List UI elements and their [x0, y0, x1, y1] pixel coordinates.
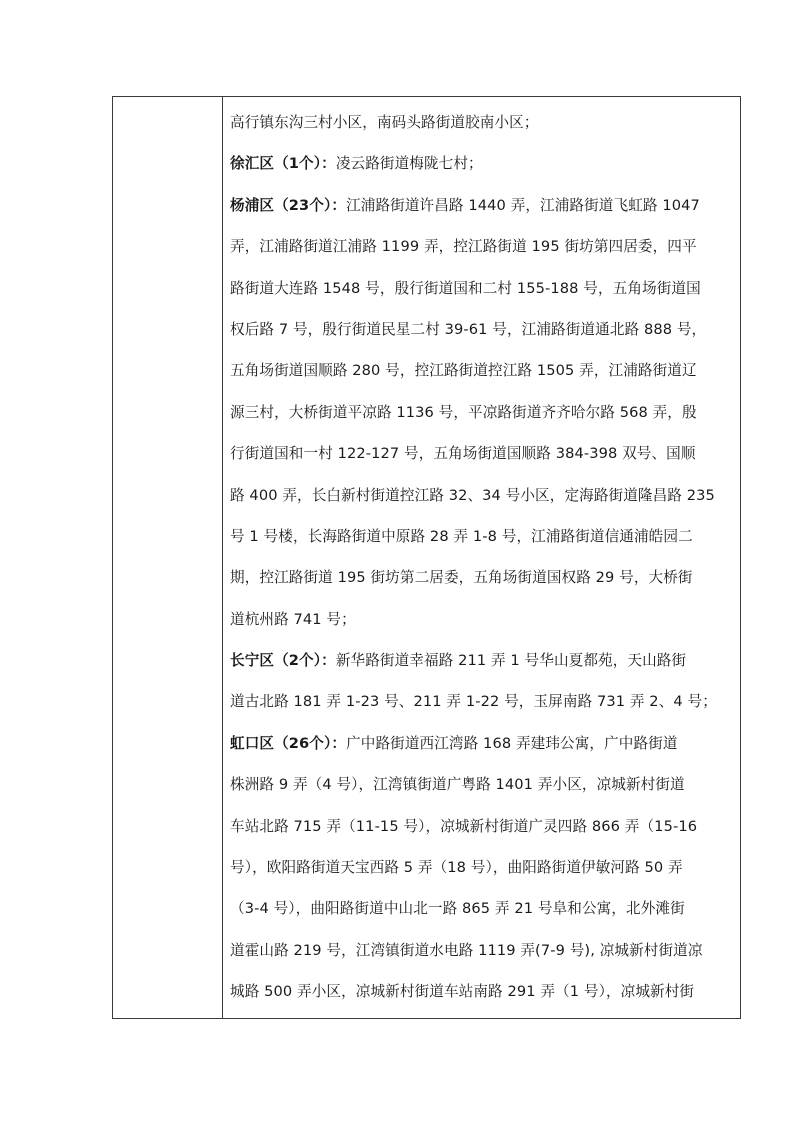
text-segment: 五角场街道国顺路 280 号，控江路街道控江路 1505 弄，江浦路街道辽 [230, 362, 697, 380]
text-line [230, 226, 730, 267]
text-segment: （3-4 号），曲阳路街道中山北一路 865 弄 21 号阜和公寓，北外滩街 [230, 900, 685, 918]
text-line [230, 640, 730, 681]
text-segment: 城路 500 弄小区，凉城新村街道车站南路 291 弄（1 号），凉城新村街 [230, 983, 695, 1001]
text-line [230, 433, 730, 474]
document-table [112, 96, 741, 1019]
community-list-text [230, 102, 730, 1013]
text-segment: 江浦路街道许昌路 1440 弄，江浦路街道飞虹路 1047 [346, 196, 700, 214]
text-segment: 车站北路 715 弄（11-15 号），凉城新村街道广灵四路 866 弄（15-16 [230, 817, 698, 835]
text-line [230, 888, 730, 929]
text-segment: 行街道国和一村 122-127 号，五角场街道国顺路 384-398 双号、国顺 [230, 445, 696, 463]
text-line [230, 309, 730, 350]
text-line [230, 475, 730, 516]
text-line [230, 185, 730, 226]
text-segment: 弄，江浦路街道江浦路 1199 弄，控江路街道 195 街坊第四居委，四平 [230, 238, 697, 256]
text-segment: 路街道大连路 1548 号，殷行街道国和二村 155-188 号，五角场街道国 [230, 279, 701, 297]
table-right-column [223, 97, 740, 1018]
text-segment: 路 400 弄，长白新村街道控江路 32、34 号小区，定海路街道隆昌路 235 [230, 486, 715, 504]
text-segment: 株洲路 9 弄（4 号），江湾镇街道广粤路 1401 弄小区，凉城新村街道 [230, 776, 685, 794]
text-line [230, 516, 730, 557]
text-segment: 期，控江路街道 195 街坊第二居委，五角场街道国权路 29 号，大桥街 [230, 569, 693, 587]
text-line [230, 143, 730, 184]
text-line [230, 723, 730, 764]
text-line [230, 847, 730, 888]
text-segment: 号 1 号楼，长海路街道中原路 28 弄 1-8 号，江浦路街道信通浦皓园二 [230, 527, 693, 545]
text-line [230, 971, 730, 1012]
district-heading: 虹口区（26个）： [230, 734, 347, 752]
district-heading: 徐汇区（1个）： [230, 155, 336, 173]
text-segment: 高行镇东沟三村小区，南码头路街道胶南小区； [230, 114, 539, 131]
district-heading: 杨浦区（23个）： [230, 196, 347, 214]
text-segment: 凌云路街道梅陇七村； [335, 155, 483, 173]
table-left-column [113, 97, 223, 1018]
text-line [230, 350, 730, 391]
text-segment: 源三村，大桥街道平凉路 1136 号，平凉路街道齐齐哈尔路 568 弄，殷 [230, 403, 697, 421]
text-line [230, 557, 730, 598]
text-line [230, 764, 730, 805]
text-segment: 新华路街道幸福路 211 弄 1 号华山夏都苑，天山路街 [335, 652, 687, 670]
text-line [230, 102, 730, 143]
text-line [230, 806, 730, 847]
text-line [230, 268, 730, 309]
text-segment: 权后路 7 号，殷行街道民星二村 39-61 号，江浦路街道通北路 888 号， [230, 320, 707, 338]
text-line [230, 392, 730, 433]
text-segment: 广中路街道西江湾路 168 弄建玮公寓，广中路街道 [346, 734, 678, 752]
district-heading: 长宁区（2个）： [230, 652, 336, 670]
text-segment: 号），欧阳路街道天宝西路 5 弄（18 号），曲阳路街道伊敏河路 50 弄 [230, 859, 683, 877]
text-line [230, 599, 730, 640]
text-line [230, 681, 730, 722]
text-segment: 道杭州路 741 号； [230, 610, 356, 628]
text-line [230, 930, 730, 971]
text-segment: 道古北路 181 弄 1-23 号、211 弄 1-22 号，玉屏南路 731 弄 2、4 号； [230, 693, 717, 711]
text-segment: 道霍山路 219 号，江湾镇街道水电路 1119 弄(7-9 号), 凉城新村街道凉 [230, 941, 703, 959]
